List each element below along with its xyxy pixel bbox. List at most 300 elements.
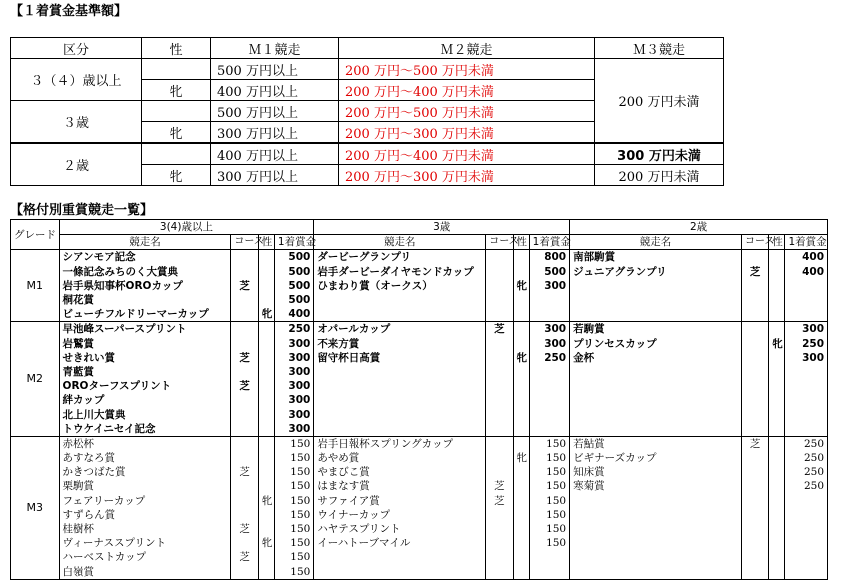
race-name-cell: プリンセスカップ bbox=[570, 337, 742, 351]
course-cell bbox=[742, 279, 769, 293]
race-name-cell: 金杯 bbox=[570, 351, 742, 365]
table-row bbox=[11, 436, 828, 451]
m1-cell: 300 万円以上 bbox=[211, 122, 339, 144]
sex-cell: 牝 bbox=[513, 351, 529, 365]
sub-prize-header: 1着賞金 bbox=[785, 235, 828, 250]
prize-cell: 250 bbox=[785, 479, 828, 493]
m1-cell: 400 万円以上 bbox=[211, 143, 339, 165]
prize-cell bbox=[529, 393, 569, 407]
race-name-cell: 寒菊賞 bbox=[570, 479, 742, 493]
sex-cell bbox=[769, 494, 785, 508]
sub-course-header: コース bbox=[231, 235, 258, 250]
prize-cell bbox=[785, 422, 828, 437]
race-name-cell bbox=[570, 508, 742, 522]
sex-cell bbox=[513, 422, 529, 437]
prize-cell: 150 bbox=[274, 436, 313, 451]
sub-sex-header: 性 bbox=[258, 235, 274, 250]
race-name-cell: 北上川大賞典 bbox=[59, 407, 231, 421]
sub-prize-header: 1着賞金 bbox=[529, 235, 569, 250]
race-name-cell: あやめ賞 bbox=[314, 451, 486, 465]
race-name-cell bbox=[314, 407, 486, 421]
course-cell bbox=[486, 307, 513, 322]
course-cell bbox=[231, 479, 258, 493]
sex-cell bbox=[769, 365, 785, 379]
course-cell bbox=[486, 365, 513, 379]
sex-cell bbox=[513, 265, 529, 279]
race-name-cell bbox=[570, 393, 742, 407]
race-name-cell: 南部駒賞 bbox=[570, 250, 742, 265]
prize-cell: 150 bbox=[529, 436, 569, 451]
prize-cell: 150 bbox=[274, 550, 313, 564]
prize-cell: 300 bbox=[529, 279, 569, 293]
course-cell: 芝 bbox=[231, 351, 258, 365]
course-cell: 芝 bbox=[486, 494, 513, 508]
prize-cell bbox=[785, 379, 828, 393]
sex-cell bbox=[258, 322, 274, 337]
course-cell bbox=[742, 293, 769, 307]
prize-cell bbox=[785, 293, 828, 307]
header-sex: 性 bbox=[142, 38, 211, 59]
sex-cell bbox=[769, 307, 785, 322]
m2-cell: 200 万円～300 万円未満 bbox=[339, 122, 595, 144]
course-cell bbox=[486, 536, 513, 550]
course-cell bbox=[231, 265, 258, 279]
sex-cell bbox=[258, 351, 274, 365]
prize-cell: 250 bbox=[529, 351, 569, 365]
prize-cell bbox=[529, 293, 569, 307]
prize-cell bbox=[529, 307, 569, 322]
race-name-cell: ひまわり賞（オークス） bbox=[314, 279, 486, 293]
table-row bbox=[11, 422, 828, 437]
table-row bbox=[11, 393, 828, 407]
prize-cell: 150 bbox=[529, 508, 569, 522]
race-name-cell: 不来方賞 bbox=[314, 337, 486, 351]
age-3-4-cell: ３（４）歳以上 bbox=[11, 59, 142, 101]
sub-prize-header: 1着賞金 bbox=[274, 235, 313, 250]
course-cell bbox=[231, 365, 258, 379]
race-name-cell: 赤松杯 bbox=[59, 436, 231, 451]
race-name-cell bbox=[570, 565, 742, 580]
sex-cell: 牝 bbox=[513, 451, 529, 465]
race-name-cell bbox=[570, 536, 742, 550]
sex-cell bbox=[258, 365, 274, 379]
sex-cell bbox=[769, 451, 785, 465]
header-m1: Ｍ１競走 bbox=[211, 38, 339, 59]
race-name-cell: 青藍賞 bbox=[59, 365, 231, 379]
m2-cell: 200 万円～400 万円未満 bbox=[339, 143, 595, 165]
race-name-cell: 白嶺賞 bbox=[59, 565, 231, 580]
race-name-cell: イーハトーブマイル bbox=[314, 536, 486, 550]
sex-cell bbox=[513, 337, 529, 351]
race-name-cell: ハーベストカップ bbox=[59, 550, 231, 564]
table-row bbox=[11, 407, 828, 421]
course-cell bbox=[231, 393, 258, 407]
course-cell bbox=[231, 337, 258, 351]
race-name-cell bbox=[570, 494, 742, 508]
course-cell bbox=[742, 422, 769, 437]
sex-cell: 牝 bbox=[258, 536, 274, 550]
race-name-cell bbox=[570, 279, 742, 293]
table-row bbox=[11, 565, 828, 580]
prize-cell: 150 bbox=[529, 479, 569, 493]
sex-cell bbox=[513, 565, 529, 580]
course-cell: 芝 bbox=[231, 279, 258, 293]
m2-cell: 200 万円～400 万円未満 bbox=[339, 80, 595, 101]
course-cell bbox=[486, 565, 513, 580]
prize-cell: 500 bbox=[274, 293, 313, 307]
sex-cell: 牝 bbox=[142, 165, 211, 186]
sex-cell bbox=[513, 307, 529, 322]
sex-cell bbox=[258, 265, 274, 279]
race-name-cell: せきれい賞 bbox=[59, 351, 231, 365]
prize-cell: 150 bbox=[529, 494, 569, 508]
prize-cell: 150 bbox=[274, 465, 313, 479]
prize-cell: 300 bbox=[785, 351, 828, 365]
race-name-cell: 絆カップ bbox=[59, 393, 231, 407]
sex-cell bbox=[142, 143, 211, 165]
race-name-cell: 知床賞 bbox=[570, 465, 742, 479]
course-cell bbox=[742, 365, 769, 379]
race-name-cell: 栗駒賞 bbox=[59, 479, 231, 493]
sex-cell: 牝 bbox=[258, 307, 274, 322]
sex-cell bbox=[258, 422, 274, 437]
prize-cell: 300 bbox=[274, 379, 313, 393]
sex-cell bbox=[769, 479, 785, 493]
course-cell bbox=[742, 407, 769, 421]
prize-cell: 500 bbox=[274, 265, 313, 279]
sub-course-header: コース bbox=[742, 235, 769, 250]
course-cell: 芝 bbox=[231, 465, 258, 479]
table-row bbox=[11, 351, 828, 365]
table-row bbox=[11, 465, 828, 479]
course-cell bbox=[231, 494, 258, 508]
race-name-cell bbox=[314, 422, 486, 437]
race-name-cell: 桂樹杯 bbox=[59, 522, 231, 536]
prize-cell: 300 bbox=[529, 337, 569, 351]
course-cell bbox=[231, 293, 258, 307]
prize-cell: 150 bbox=[274, 451, 313, 465]
course-cell bbox=[486, 508, 513, 522]
sex-cell bbox=[258, 550, 274, 564]
race-name-cell: ハヤテスプリント bbox=[314, 522, 486, 536]
race-name-cell: 留守杯日高賞 bbox=[314, 351, 486, 365]
course-cell bbox=[486, 436, 513, 451]
sex-cell bbox=[258, 522, 274, 536]
race-name-cell: ビューチフルドリーマーカップ bbox=[59, 307, 231, 322]
race-name-cell: 早池峰スーパースプリント bbox=[59, 322, 231, 337]
race-name-cell: 一條記念みちのく大賞典 bbox=[59, 265, 231, 279]
sex-cell bbox=[769, 393, 785, 407]
race-name-cell: サファイア賞 bbox=[314, 494, 486, 508]
prize-cell bbox=[785, 307, 828, 322]
prize-cell: 150 bbox=[274, 536, 313, 550]
prize-cell bbox=[529, 407, 569, 421]
m1-cell: 400 万円以上 bbox=[211, 80, 339, 101]
race-name-cell bbox=[570, 522, 742, 536]
course-cell bbox=[486, 522, 513, 536]
sex-cell bbox=[769, 407, 785, 421]
sex-cell bbox=[513, 365, 529, 379]
sub-name-header: 競走名 bbox=[59, 235, 231, 250]
table2-subheader-row bbox=[11, 235, 828, 250]
race-name-cell: トウケイニセイ記念 bbox=[59, 422, 231, 437]
prize-cell: 400 bbox=[785, 250, 828, 265]
prize-cell: 300 bbox=[529, 322, 569, 337]
sex-cell bbox=[769, 550, 785, 564]
graded-race-table bbox=[10, 219, 828, 580]
race-name-cell: 若鮎賞 bbox=[570, 436, 742, 451]
prize-cell: 150 bbox=[529, 536, 569, 550]
sex-cell bbox=[513, 550, 529, 564]
race-name-cell bbox=[314, 379, 486, 393]
sex-cell bbox=[769, 379, 785, 393]
course-cell bbox=[742, 337, 769, 351]
prize-cell: 300 bbox=[274, 407, 313, 421]
table-row bbox=[11, 550, 828, 564]
prize-cell bbox=[529, 379, 569, 393]
prize-cell: 150 bbox=[274, 565, 313, 580]
prize-cell bbox=[785, 565, 828, 580]
table-row bbox=[11, 479, 828, 493]
m1-cell: 500 万円以上 bbox=[211, 59, 339, 80]
table-row bbox=[11, 379, 828, 393]
course-cell bbox=[742, 379, 769, 393]
table-row bbox=[11, 337, 828, 351]
prize-cell bbox=[529, 550, 569, 564]
grade-m1-cell: M1 bbox=[11, 250, 60, 322]
prize-cell: 800 bbox=[529, 250, 569, 265]
race-name-cell: あすなろ賞 bbox=[59, 451, 231, 465]
race-name-cell: 岩手ダービーダイヤモンドカップ bbox=[314, 265, 486, 279]
header-m2: Ｍ２競走 bbox=[339, 38, 595, 59]
table1-header-row bbox=[11, 38, 724, 59]
table-row bbox=[11, 536, 828, 550]
sex-cell bbox=[258, 508, 274, 522]
sex-cell bbox=[513, 522, 529, 536]
m3-cell: 200 万円未満 bbox=[595, 59, 724, 144]
header-category: 区分 bbox=[11, 38, 142, 59]
prize-cell: 500 bbox=[274, 250, 313, 265]
course-cell bbox=[742, 536, 769, 550]
course-cell bbox=[231, 565, 258, 580]
sub-sex-header: 性 bbox=[513, 235, 529, 250]
table1-row bbox=[11, 59, 724, 80]
race-name-cell: ウイナーカップ bbox=[314, 508, 486, 522]
course-cell: 芝 bbox=[231, 522, 258, 536]
race-name-cell: すずらん賞 bbox=[59, 508, 231, 522]
section2-title: 【格付別重賞競走一覧】 bbox=[10, 203, 154, 218]
race-name-cell: やまびこ賞 bbox=[314, 465, 486, 479]
sex-cell bbox=[769, 436, 785, 451]
sex-cell bbox=[513, 436, 529, 451]
race-name-cell bbox=[314, 550, 486, 564]
table-row bbox=[11, 322, 828, 337]
sex-cell bbox=[513, 465, 529, 479]
table-row bbox=[11, 508, 828, 522]
course-cell bbox=[742, 565, 769, 580]
race-name-cell bbox=[314, 293, 486, 307]
table-row bbox=[11, 265, 828, 279]
course-cell: 芝 bbox=[486, 479, 513, 493]
prize-cell: 250 bbox=[785, 465, 828, 479]
course-cell bbox=[486, 393, 513, 407]
course-cell bbox=[486, 465, 513, 479]
sex-cell: 牝 bbox=[769, 337, 785, 351]
sex-cell bbox=[513, 536, 529, 550]
prize-cell: 400 bbox=[785, 265, 828, 279]
sex-cell bbox=[258, 407, 274, 421]
course-cell bbox=[231, 307, 258, 322]
prize-cell: 300 bbox=[274, 393, 313, 407]
prize-cell: 300 bbox=[274, 351, 313, 365]
prize-cell: 250 bbox=[785, 451, 828, 465]
col-header-3: 3歳 bbox=[314, 220, 570, 235]
prize-cell bbox=[785, 279, 828, 293]
prize-cell: 150 bbox=[529, 451, 569, 465]
prize-cell bbox=[785, 494, 828, 508]
prize-cell bbox=[785, 393, 828, 407]
section1-title: 【１着賞金基準額】 bbox=[10, 4, 128, 19]
course-cell bbox=[742, 451, 769, 465]
prize-cell bbox=[529, 365, 569, 379]
prize-cell bbox=[785, 365, 828, 379]
course-cell bbox=[742, 351, 769, 365]
sex-cell bbox=[258, 250, 274, 265]
prize-cell: 300 bbox=[274, 422, 313, 437]
course-cell: 芝 bbox=[742, 265, 769, 279]
race-name-cell bbox=[314, 565, 486, 580]
course-cell bbox=[231, 508, 258, 522]
sex-cell bbox=[258, 279, 274, 293]
prize-cell: 150 bbox=[529, 522, 569, 536]
sex-cell bbox=[258, 293, 274, 307]
sex-cell bbox=[258, 393, 274, 407]
sex-cell bbox=[769, 351, 785, 365]
header-m3: Ｍ３競走 bbox=[595, 38, 724, 59]
sex-cell bbox=[769, 322, 785, 337]
prize-cell: 250 bbox=[785, 337, 828, 351]
race-name-cell: かきつばた賞 bbox=[59, 465, 231, 479]
sex-cell bbox=[258, 479, 274, 493]
course-cell: 芝 bbox=[742, 436, 769, 451]
table-row bbox=[11, 365, 828, 379]
table-row bbox=[11, 494, 828, 508]
prize-cell bbox=[785, 508, 828, 522]
table-row bbox=[11, 293, 828, 307]
course-cell bbox=[231, 422, 258, 437]
sex-cell bbox=[769, 565, 785, 580]
course-cell bbox=[231, 250, 258, 265]
grade-m3-cell: M3 bbox=[11, 436, 60, 579]
course-cell bbox=[231, 322, 258, 337]
sex-cell bbox=[513, 479, 529, 493]
sex-cell: 牝 bbox=[142, 80, 211, 101]
sex-cell bbox=[513, 322, 529, 337]
race-name-cell: 岩手県知事杯OROカップ bbox=[59, 279, 231, 293]
sex-cell bbox=[769, 293, 785, 307]
prize-cell: 500 bbox=[274, 279, 313, 293]
sex-cell bbox=[258, 337, 274, 351]
sub-name-header: 競走名 bbox=[314, 235, 486, 250]
prize-base-table bbox=[10, 37, 724, 186]
course-cell bbox=[486, 250, 513, 265]
sex-cell bbox=[769, 265, 785, 279]
course-cell bbox=[486, 293, 513, 307]
prize-cell: 300 bbox=[274, 365, 313, 379]
sex-cell bbox=[769, 422, 785, 437]
sex-cell bbox=[513, 250, 529, 265]
race-name-cell bbox=[570, 407, 742, 421]
course-cell bbox=[742, 522, 769, 536]
course-cell bbox=[486, 451, 513, 465]
course-cell: 芝 bbox=[486, 322, 513, 337]
sex-cell: 牝 bbox=[142, 122, 211, 144]
race-name-cell bbox=[314, 365, 486, 379]
sub-name-header: 競走名 bbox=[570, 235, 742, 250]
m1-cell: 300 万円以上 bbox=[211, 165, 339, 186]
course-cell bbox=[742, 494, 769, 508]
sex-cell bbox=[513, 508, 529, 522]
race-name-cell: オパールカップ bbox=[314, 322, 486, 337]
race-name-cell bbox=[314, 307, 486, 322]
sex-cell bbox=[769, 465, 785, 479]
sex-cell bbox=[142, 101, 211, 122]
race-name-cell: 岩手日報杯スプリングカップ bbox=[314, 436, 486, 451]
sex-cell bbox=[258, 451, 274, 465]
prize-cell: 150 bbox=[274, 494, 313, 508]
course-cell bbox=[742, 307, 769, 322]
table-row bbox=[11, 451, 828, 465]
sex-cell bbox=[769, 250, 785, 265]
prize-cell: 250 bbox=[274, 322, 313, 337]
prize-cell bbox=[529, 422, 569, 437]
prize-cell: 150 bbox=[274, 479, 313, 493]
sex-cell bbox=[513, 407, 529, 421]
table-row bbox=[11, 307, 828, 322]
sex-cell bbox=[513, 293, 529, 307]
course-cell bbox=[742, 479, 769, 493]
course-cell bbox=[486, 279, 513, 293]
sex-cell bbox=[769, 279, 785, 293]
sex-cell bbox=[258, 465, 274, 479]
age-3-cell: ３歳 bbox=[11, 101, 142, 144]
m2-cell: 200 万円～300 万円未満 bbox=[339, 165, 595, 186]
sex-cell bbox=[142, 59, 211, 80]
sub-course-header: コース bbox=[486, 235, 513, 250]
race-name-cell: 若駒賞 bbox=[570, 322, 742, 337]
prize-cell: 300 bbox=[274, 337, 313, 351]
col-header-3up: 3(4)歳以上 bbox=[59, 220, 314, 235]
race-name-cell bbox=[570, 550, 742, 564]
race-name-cell: 桐花賞 bbox=[59, 293, 231, 307]
race-name-cell bbox=[314, 393, 486, 407]
race-name-cell bbox=[570, 365, 742, 379]
course-cell bbox=[742, 465, 769, 479]
course-cell bbox=[486, 351, 513, 365]
table-row bbox=[11, 522, 828, 536]
m2-cell: 200 万円～500 万円未満 bbox=[339, 59, 595, 80]
sex-cell bbox=[513, 494, 529, 508]
sex-cell bbox=[769, 536, 785, 550]
prize-cell: 150 bbox=[274, 508, 313, 522]
table-row bbox=[11, 279, 828, 293]
prize-cell: 300 bbox=[785, 322, 828, 337]
course-cell bbox=[742, 393, 769, 407]
sex-cell bbox=[513, 393, 529, 407]
course-cell bbox=[742, 508, 769, 522]
race-name-cell: OROターフスプリント bbox=[59, 379, 231, 393]
course-cell bbox=[231, 407, 258, 421]
